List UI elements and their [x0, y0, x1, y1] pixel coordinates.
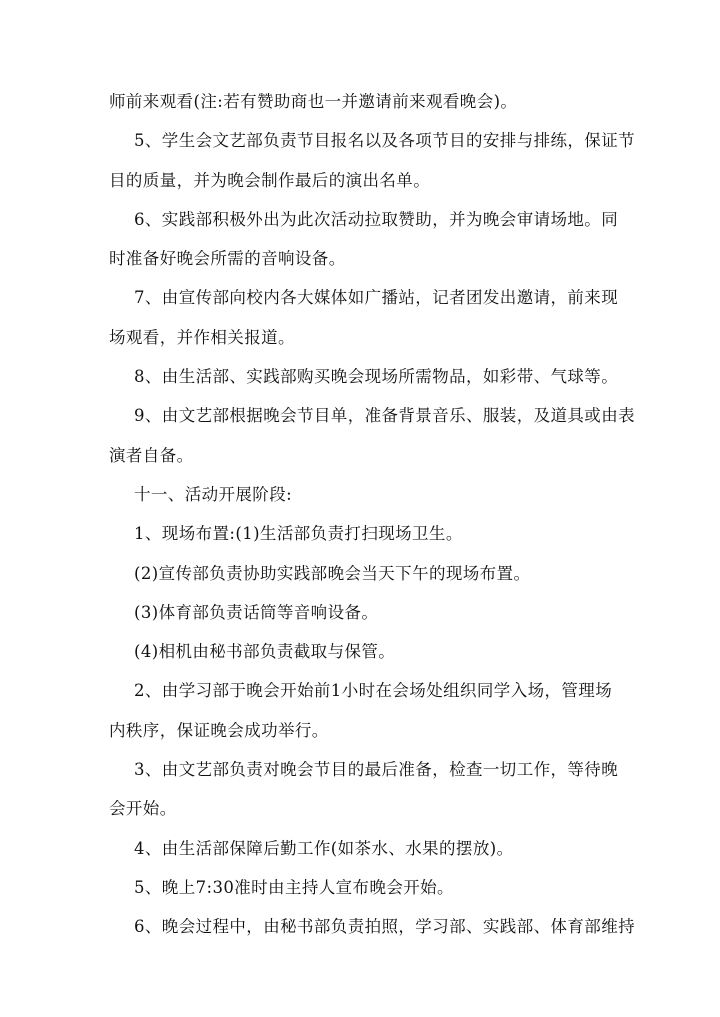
text-line-1: 师前来观看(注:若有赞助商也一并邀请前来观看晚会)。 [109, 92, 518, 111]
text-line-20: 4、由生活部保障后勤工作(如茶水、水果的摆放)。 [134, 838, 514, 858]
section-heading: 十一、活动开展阶段: [134, 484, 293, 504]
text-line-8: 8、由生活部、实践部购买晚会现场所需物品，如彩带、气球等。 [134, 367, 619, 387]
text-line-9: 9、由文艺部根据晚会节目单，准备背景音乐、服装，及道具或由表 [134, 406, 635, 426]
text-line-5: 时准备好晚会所需的音响设备。 [109, 249, 346, 269]
text-line-2: 5、学生会文艺部负责节目报名以及各项节目的安排与排练，保证节 [134, 131, 635, 151]
text-line-12: 1、现场布置:(1)生活部负责打扫现场卫生。 [134, 524, 463, 544]
document-body [109, 88, 635, 953]
text-line-17: 内秩序，保证晚会成功举行。 [109, 720, 329, 740]
text-line-19: 会开始。 [109, 799, 177, 819]
text-line-21: 5、晚上7:30准时由主持人宣布晚会开始。 [134, 877, 454, 897]
text-line-18: 3、由文艺部负责对晚会节目的最后准备，检查一切工作，等待晚 [134, 760, 619, 780]
text-line-15: (4)相机由秘书部负责截取与保管。 [134, 642, 396, 662]
text-line-10: 演者自备。 [109, 445, 194, 465]
text-line-4: 6、实践部积极外出为此次活动拉取赞助，并为晚会审请场地。同 [134, 209, 619, 229]
text-line-14: (3)体育部负责话筒等音响设备。 [134, 602, 379, 622]
text-line-13: (2)宣传部负责协助实践部晚会当天下午的现场布置。 [134, 563, 531, 583]
text-line-7: 场观看，并作相关报道。 [109, 327, 295, 347]
text-line-16: 2、由学习部于晚会开始前1小时在会场处组织同学入场，管理场 [134, 681, 613, 701]
text-line-6: 7、由宣传部向校内各大媒体如广播站，记者团发出邀请，前来现 [134, 288, 619, 308]
text-line-3: 目的质量，并为晚会制作最后的演出名单。 [109, 170, 431, 190]
text-line-22: 6、晚会过程中，由秘书部负责拍照，学习部、实践部、体育部维持 [134, 917, 635, 937]
